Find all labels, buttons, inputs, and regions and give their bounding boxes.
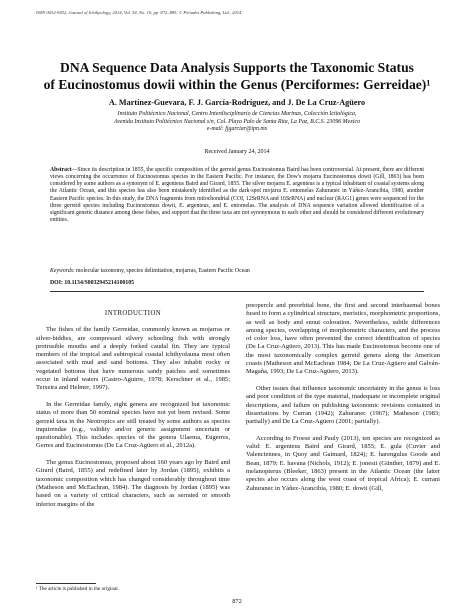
keywords-text: : molecular taxonomy, species delimitation, mojarras, Eastern Pacific Ocean: [72, 268, 250, 274]
header-divider: [50, 291, 424, 292]
body-paragraph: Other issues that influence taxonomic uncertainty in the genus is loss and poor condition of the type material, inadequate or incomplete original descriptions, and failure on publishing taxonomic revisions contained in dissertations by Curran (1942); Zahuranec (1967); Matheson (1983; partially) and De La Cruz-Agüero (2001; partially).: [246, 384, 440, 426]
journal-citation-line: ISSN 0032-9452, Journal of Ichthyology, 2014, Vol. 54, No. 10, pp. 872–885. © Pleiades Publishing, Ltd., 2014.: [36, 10, 243, 15]
right-column: [246, 302, 440, 501]
left-column: [36, 302, 230, 517]
body-paragraph: According to Froese and Pauly (2013), ten species are recognized as valid: E. argenteus Baird and Girard, 1855; E. gula (Cuvier and Valenciennes, in Quoy and Gaimard, 1824); E. harengulus Goode and Bean, 1879; E. havana (Nichols, 1912); E. jonesii (Günther, 1879) and E. melanopterus (Bleeker, 1863) present in the Atlantic Ocean (the latter species also occurs along the west coast of tropical Africa); E. currani Zahuranec in Yáñez-Arancibia, 1980; E. dowii (Gill,: [246, 434, 440, 492]
body-paragraph: In the Gerreidae family, eight genera are recognized but taxonomic status of more than 50 nominal species have not yet been revised. Some gerreid taxa in the Neotropics are still treated by some authors as species inquirendae (e.g., validity and/or generic assignment uncertain or questionable). This includes species of the genera Ulaema, Eugerres, Gerres and Eucinostomus (De La Cruz-Agüero et al., 2012a).: [36, 400, 230, 450]
keywords-label: Keywords: [50, 268, 73, 274]
received-date: Received January 24, 2014: [204, 149, 270, 155]
abstract-label: Abstract: [50, 167, 72, 173]
body-paragraph: The genus Eucinostomus, proposed about 160 years ago by Baird and Girard (Baird, 1855) and redefined later by Jordan (1895), exhibits a taxonomic composition which has changed considerably throughout time (Matheson and McEachran, 1984). The diagnosis by Jordan (1895) was based on a variety of critical characters, such as serrated or smooth inferior margins of the: [36, 459, 230, 508]
author-list: A. Martínez-Guevara, F. J. García-Rodríguez, and J. De La Cruz-Agüero: [108, 98, 366, 107]
footnote: ¹ The article is published in the original.: [36, 586, 119, 592]
body-paragraph: preopercle and preorbital bone, the first and second interhaemal bones fused to form a cylindrical structure, meristics, morphometric proportions, as well as body and snout coloration. Nevertheless, subtle differences among species, overlapping of morphometric characters, and the process of color loss, have often prevented the correct identification of species (De La Cruz-Agüero, 2013). This has made Eucinostomus become one of the most taxonomically complex gerreid genera along the American coasts (Matheson and McEachran 1984; De La Cruz-Agüero and Galván-Magaña, 1993; De La Cruz-Agüero, 2013).: [246, 302, 440, 376]
keywords: [50, 268, 424, 275]
section-heading-introduction: INTRODUCTION: [104, 310, 162, 317]
title-line-1: DNA Sequence Data Analysis Supports the Taxonomic Status: [60, 60, 414, 75]
affiliation-line-1: Instituto Politécnico Nacional, Centro Interdisciplinario de Ciencias Marinas, Colección Ictiológica,: [117, 111, 357, 117]
contact-email: e-mail: fjgarciar@ipn.mx: [206, 126, 268, 132]
affiliation-line-2: Avenida Instituto Politécnico Nacional s/n, Col. Playa Palo de Santa Rita, La Paz, B.C.S. 23096 Mexico: [113, 118, 361, 125]
article-title: [24, 60, 450, 93]
footnote-divider: [36, 583, 96, 584]
doi: DOI: 10.1134/S0032945214100105: [50, 280, 135, 286]
body-paragraph: The fishes of the family Gerreidae, commonly known as mojarras or silver-biddies, are compressed silvery schooling fish with strongly protrusible mouths and a deeply forked caudal fin. They are typical members of the tropical and subtropical coastal ichthyofauna most often associated with mud and sand bottoms. They also inhabit rocky or vegetated bottoms that have numerous sandy patches and sometimes occur in inland waters (Castro-Aguirre, 1978; Kerschner et al., 1985; Teixeira and Helmer, 1997).: [36, 326, 230, 392]
page-number: 872: [232, 598, 242, 605]
title-line-2: of Eucinostomus dowii within the Genus (Perciformes: Gerreidae)¹: [43, 76, 431, 92]
abstract: [50, 167, 424, 224]
affiliation: [36, 111, 438, 134]
abstract-text: —Since its description in 1855, the specific composition of the gerreid genus Eucinostomus Baird has been controversial. At present, there are different views concerning the occurrence of Eucinostomus species in the Eastern Pacific. For instance, the Dow's mojarra Eucinostomus dowii (Gill, 1863) has been considered by some authors as a synonym of E. argenteus Baird and Girard, 1855. The silver mojarra E. argenteus is a typical inhabitant of coastal systems along the Atlantic Ocean, and this species has also been mistakenly identified as the dark-spot mojarra E. entomelas Zahuranec in Yáñez-Arancibia, 1980, another Eastern Pacific species. In this study, the DNA fragments from mitochondrial (COI, 12SrRNA and 16SrRNA) and nuclear (RAG1) genes were sequenced for the three gerreid species including Eucinostomus dowii, E. argenteus, and E. entomelas. The analysis of DNA sequence variation allowed identification of a significant genetic distance among these fishes, and support that the three taxa are not synonymous to each other and should be considered different evolutionary entities.: [50, 167, 424, 224]
